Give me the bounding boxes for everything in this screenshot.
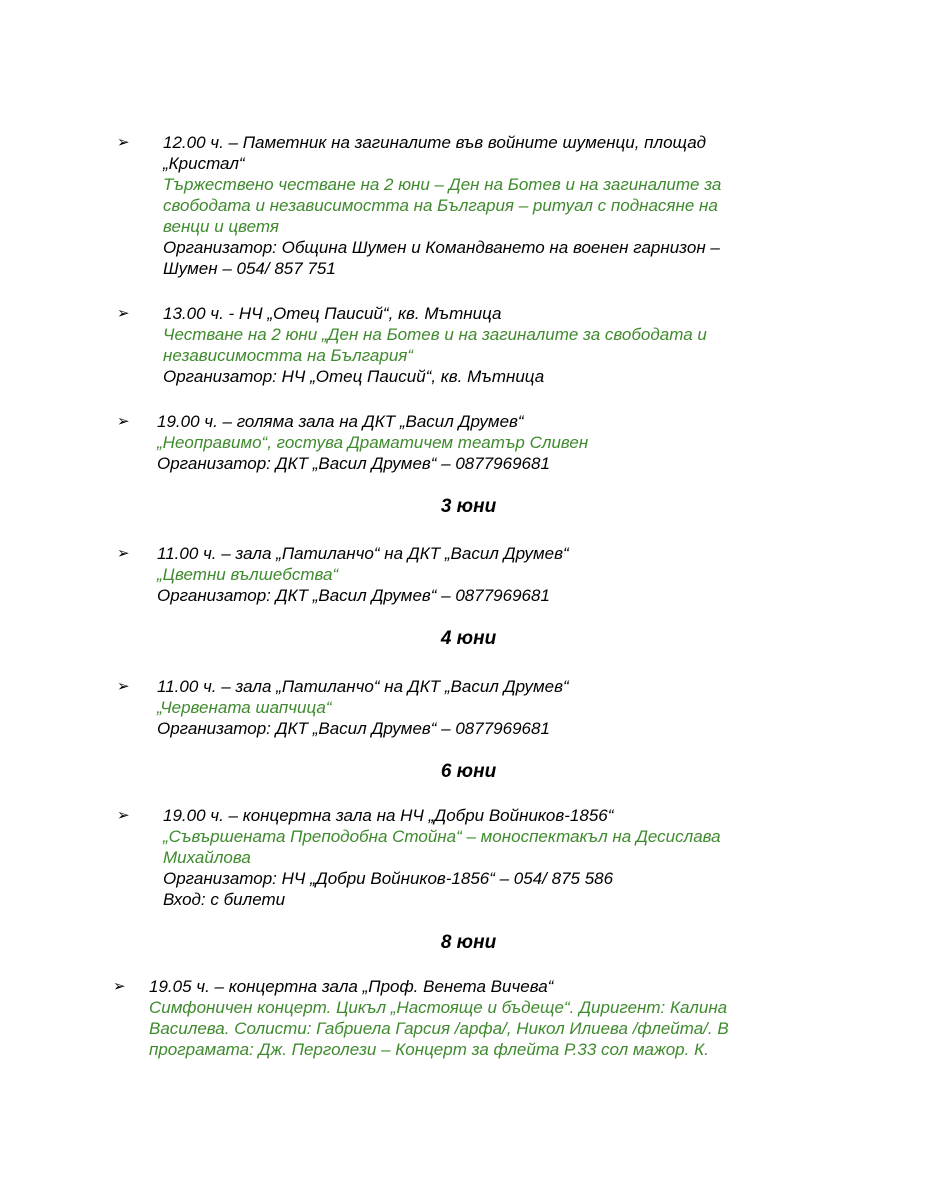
event-time-venue: 12.00 ч. – Паметник на загиналите във войните шуменци, площад: [163, 133, 707, 152]
event-description: „Цветни вълшебства“: [157, 565, 339, 584]
event-description: Честване на 2 юни „Ден на Ботев и на загиналите за свободата и: [163, 325, 707, 344]
event-organizer: Организатор: НЧ „Отец Паисий“, кв. Мътница: [163, 367, 545, 386]
event-description: „Съвършената Преподобна Стойна“ – моноспектакъл на Десислава: [163, 827, 721, 846]
event-organizer: Организатор: Община Шумен и Командването на военен гарнизон –: [163, 238, 720, 257]
bullet-arrow-icon: ➢: [117, 134, 130, 151]
event-description: независимостта на България“: [163, 346, 414, 365]
event-time-venue: 11.00 ч. – зала „Патиланчо“ на ДКТ „Васил Друмев“: [157, 677, 569, 696]
event-description: програмата: Дж. Перголези – Концерт за флейта Р.33 сол мажор. К.: [149, 1040, 709, 1059]
event-description: Михайлова: [163, 848, 251, 867]
date-heading: 4 юни: [440, 628, 497, 649]
bullet-arrow-icon: ➢: [117, 305, 130, 322]
event-time-venue: 11.00 ч. – зала „Патиланчо“ на ДКТ „Васил Друмев“: [157, 544, 569, 563]
event-time-venue: 13.00 ч. - НЧ „Отец Паисий“, кв. Мътница: [163, 304, 502, 323]
bullet-arrow-icon: ➢: [113, 978, 126, 995]
bullet-arrow-icon: ➢: [117, 545, 130, 562]
event-organizer: Организатор: ДКТ „Васил Друмев“ – 0877969681: [157, 454, 550, 473]
event-organizer: Шумен – 054/ 857 751: [163, 259, 336, 278]
bullet-arrow-icon: ➢: [117, 413, 130, 430]
event-description: свободата и независимостта на България – ритуал с поднасяне на: [163, 196, 718, 215]
event-time-venue: „Кристал“: [163, 154, 245, 173]
event-description: Симфоничен концерт. Цикъл „Настояще и бъдеще“. Диригент: Калина: [149, 998, 728, 1017]
date-heading: 3 юни: [440, 496, 497, 517]
bullet-arrow-icon: ➢: [117, 678, 130, 695]
event-organizer: Организатор: НЧ „Добри Войников-1856“ – 054/ 875 586: [163, 869, 614, 888]
event-description: Василева. Солисти: Габриела Гарсия /арфа/, Никол Илиева /флейта/. В: [149, 1019, 729, 1038]
event-description: венци и цветя: [163, 217, 279, 236]
event-time-venue: 19.00 ч. – концертна зала на НЧ „Добри Войников-1856“: [163, 806, 614, 825]
date-heading: 6 юни: [440, 761, 497, 782]
event-organizer: Организатор: ДКТ „Васил Друмев“ – 0877969681: [157, 586, 550, 605]
bullet-arrow-icon: ➢: [117, 807, 130, 824]
event-time-venue: 19.05 ч. – концертна зала „Проф. Венета Вичева“: [149, 977, 554, 996]
event-organizer: Вход: с билети: [163, 890, 286, 909]
event-organizer: Организатор: ДКТ „Васил Друмев“ – 0877969681: [157, 719, 550, 738]
date-heading: 8 юни: [440, 932, 497, 953]
event-description: Тържествено честване на 2 юни – Ден на Ботев и на загиналите за: [163, 175, 722, 194]
event-description: „Червената шапчица“: [157, 698, 332, 717]
event-time-venue: 19.00 ч. – голяма зала на ДКТ „Васил Друмев“: [157, 412, 524, 431]
event-description: „Неоправимо“, гостува Драматичем театър Сливен: [157, 433, 589, 452]
